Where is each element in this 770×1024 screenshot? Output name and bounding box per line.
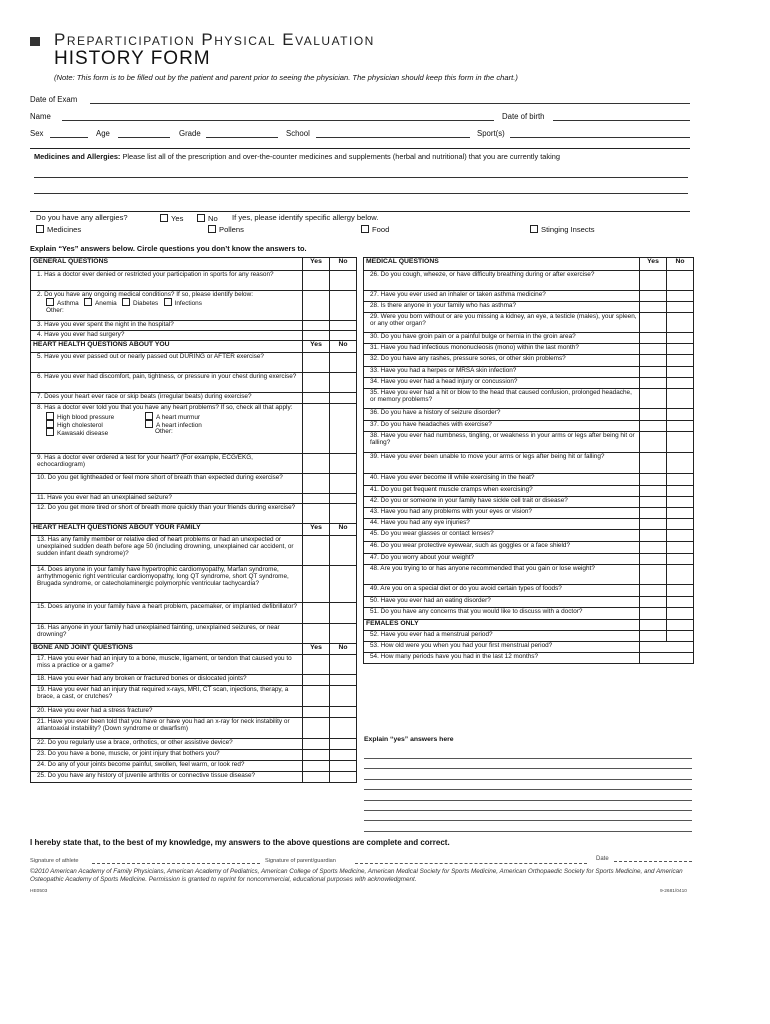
allergy-pollens-option[interactable]: [208, 225, 244, 234]
dob-field[interactable]: [553, 120, 690, 121]
q47-yes-cell[interactable]: [640, 554, 667, 565]
q38-yes-cell[interactable]: [640, 432, 667, 453]
q34-yes-cell[interactable]: [640, 378, 667, 389]
q8-murmur-checkbox[interactable]: [145, 412, 153, 420]
allergy-no-option[interactable]: [197, 214, 218, 223]
q18-no-cell[interactable]: [330, 675, 357, 686]
q8-yes-cell[interactable]: [303, 404, 330, 454]
family-no-header: No: [330, 524, 357, 536]
family-heart-header: HEART HEALTH QUESTIONS ABOUT YOUR FAMILY: [31, 524, 303, 536]
q8-cholesterol-checkbox[interactable]: [46, 420, 54, 428]
q54-answer-cell[interactable]: [640, 653, 694, 664]
q24-no-cell[interactable]: [330, 761, 357, 772]
q41-no-cell[interactable]: [667, 486, 694, 497]
q32-no-cell[interactable]: [667, 355, 694, 367]
question-43: 43. Have you had any problems with your eyes or vision?: [364, 508, 640, 519]
q51-no-cell[interactable]: [667, 608, 694, 620]
females-no-header: [667, 620, 694, 631]
question-30: 30. Do you have groin pain or a painful bulge or hernia in the groin area?: [364, 333, 640, 344]
q45-no-cell[interactable]: [667, 530, 694, 542]
signature-athlete-field[interactable]: [92, 863, 260, 864]
form-note: (Note: This form is to be filled out by the patient and parent prior to seeing the physician. The physician should keep this form in the chart.): [54, 73, 518, 82]
q3-yes-cell[interactable]: [303, 321, 330, 331]
question-28: 28. Is there anyone in your family who has asthma?: [364, 302, 640, 313]
allergy-stinging-checkbox[interactable]: [530, 225, 538, 233]
q46-yes-cell[interactable]: [640, 542, 667, 554]
q15-no-cell[interactable]: [330, 603, 357, 624]
q2-yes-cell[interactable]: [303, 291, 330, 321]
q8-other-label: Other:: [155, 428, 173, 436]
signature-parent-field[interactable]: [355, 863, 587, 864]
allergy-medicines-label: Medicines: [47, 225, 82, 234]
q39-no-cell[interactable]: [667, 453, 694, 474]
heart-health-header: HEART HEALTH QUESTIONS ABOUT YOU: [31, 341, 303, 353]
question-13: 13. Has any family member or relative died of heart problems or had an unexpected or unexplained sudden death before age 50 (including drowning, unexplained car accident, or sudden infant death syndrome)?: [31, 536, 303, 566]
medical-no-header: No: [667, 258, 694, 271]
q20-no-cell[interactable]: [330, 707, 357, 718]
q7-yes-cell[interactable]: [303, 393, 330, 404]
q33-no-cell[interactable]: [667, 367, 694, 378]
question-40: 40. Have you ever become ill while exercising in the heat?: [364, 474, 640, 486]
q29-no-cell[interactable]: [667, 313, 694, 333]
question-22: 22. Do you regularly use a brace, orthotics, or other assistive device?: [31, 739, 303, 750]
q30-yes-cell[interactable]: [640, 333, 667, 344]
general-questions-header: GENERAL QUESTIONS: [31, 258, 303, 271]
q43-yes-cell[interactable]: [640, 508, 667, 519]
question-15: 15. Does anyone in your family have a heart problem, pacemaker, or implanted defibrillator?: [31, 603, 303, 624]
q4-yes-cell[interactable]: [303, 331, 330, 341]
q2-asthma-checkbox[interactable]: [46, 298, 54, 306]
medicines-line-2[interactable]: [34, 193, 688, 194]
q8-kawasaki-checkbox[interactable]: [46, 428, 54, 436]
question-47: 47. Do you worry about your weight?: [364, 554, 640, 565]
date-label: Date: [596, 856, 609, 862]
q10-yes-cell[interactable]: [303, 474, 330, 494]
q52-yes-cell[interactable]: [640, 631, 667, 642]
q31-yes-cell[interactable]: [640, 344, 667, 355]
question-2-cell: [31, 291, 303, 321]
q16-yes-cell[interactable]: [303, 624, 330, 644]
q14-no-cell[interactable]: [330, 566, 357, 603]
grade-field[interactable]: [206, 137, 278, 138]
q6-no-cell[interactable]: [330, 373, 357, 393]
question-5: 5. Have you ever passed out or nearly passed out DURING or AFTER exercise?: [31, 353, 303, 373]
q2-anemia-label: Anemia: [95, 300, 117, 308]
signature-parent-label: Signature of parent/guardian: [265, 858, 336, 864]
date-field[interactable]: [614, 861, 692, 862]
q26-yes-cell[interactable]: [640, 271, 667, 291]
question-24: 24. Do any of your joints become painful, swollen, feel warm, or look red?: [31, 761, 303, 772]
q49-yes-cell[interactable]: [640, 585, 667, 597]
q5-no-cell[interactable]: [330, 353, 357, 373]
question-38: 38. Have you ever had numbness, tingling, or weakness in your arms or legs after being hit or falling?: [364, 432, 640, 453]
question-7: 7. Does your heart ever race or skip beats (irregular beats) during exercise?: [31, 393, 303, 404]
question-27: 27. Have you ever used an inhaler or taken asthma medicine?: [364, 291, 640, 302]
question-44: 44. Have you had any eye injuries?: [364, 519, 640, 530]
certification-statement: I hereby state that, to the best of my knowledge, my answers to the above questions are complete and correct.: [30, 838, 450, 847]
q27-no-cell[interactable]: [667, 291, 694, 302]
q46-no-cell[interactable]: [667, 542, 694, 554]
question-52: 52. Have you ever had a menstrual period?: [364, 631, 640, 642]
allergy-food-option[interactable]: [361, 225, 389, 234]
q12-yes-cell[interactable]: [303, 504, 330, 524]
q2-infections-label: Infections: [174, 300, 202, 308]
q41-yes-cell[interactable]: [640, 486, 667, 497]
allergy-pollens-checkbox[interactable]: [208, 225, 216, 233]
q23-yes-cell[interactable]: [303, 750, 330, 761]
q19-no-cell[interactable]: [330, 686, 357, 707]
question-8-cell: [31, 404, 303, 454]
question-49: 49. Are you on a special diet or do you avoid certain types of foods?: [364, 585, 640, 597]
explain-answer-line[interactable]: [364, 768, 692, 769]
question-35: 35. Have you ever had a hit or blow to the head that caused confusion, prolonged headache, or memory problems?: [364, 389, 640, 409]
question-37: 37. Do you have headaches with exercise?: [364, 421, 640, 432]
q13-yes-cell[interactable]: [303, 536, 330, 566]
family-yes-header: Yes: [303, 524, 330, 536]
q22-no-cell[interactable]: [330, 739, 357, 750]
allergy-medicines-option[interactable]: [36, 225, 81, 234]
q9-no-cell[interactable]: [330, 454, 357, 474]
question-39: 39. Have you ever been unable to move your arms or legs after being hit or falling?: [364, 453, 640, 474]
q2-options: [37, 298, 300, 307]
allergy-no-checkbox[interactable]: [197, 214, 205, 222]
q11-no-cell[interactable]: [330, 494, 357, 504]
q51-yes-cell[interactable]: [640, 608, 667, 620]
copyright-notice: ©2010 American Academy of Family Physicians, American Academy of Pediatrics, American College of Sports Medicine, American Medical Society for Sports Medicine, American Orthopaedic Society for Sports Medicine, and American Osteopathic Academy of Sports Medicine. Permission is granted to reprint for noncommercial, educational purposes with acknowledgment.: [30, 868, 683, 884]
q18-yes-cell[interactable]: [303, 675, 330, 686]
question-25: 25. Do you have any history of juvenile arthritis or connective tissue disease?: [31, 772, 303, 783]
allergy-no-label: No: [208, 214, 218, 223]
question-42: 42. Do you or someone in your family have sickle cell trait or disease?: [364, 497, 640, 508]
q4-no-cell[interactable]: [330, 331, 357, 341]
signature-athlete-label: Signature of athlete: [30, 858, 79, 864]
q8-hbp-checkbox[interactable]: [46, 412, 54, 420]
q8-murmur-label: A heart murmur: [156, 414, 201, 422]
question-21: 21. Have you ever been told that you have or have you had an x-ray for neck instability or atlantoaxial instability? (Down syndrome or dwarfism): [31, 718, 303, 739]
q40-yes-cell[interactable]: [640, 474, 667, 486]
question-20: 20. Have you ever had a stress fracture?: [31, 707, 303, 718]
question-2: 2. Do you have any ongoing medical conditions? If so, please identify below:: [37, 291, 253, 298]
females-yes-header: [640, 620, 667, 631]
question-18: 18. Have you ever had any broken or fractured bones or dislocated joints?: [31, 675, 303, 686]
explain-answer-line[interactable]: [364, 810, 692, 811]
q8-kawasaki-label: Kawasaki disease: [57, 430, 109, 438]
females-only-header: FEMALES ONLY: [364, 620, 640, 631]
q11-yes-cell[interactable]: [303, 494, 330, 504]
sex-label: Sex: [30, 129, 44, 138]
allergy-yes-label: Yes: [171, 214, 184, 223]
q32-yes-cell[interactable]: [640, 355, 667, 367]
q48-yes-cell[interactable]: [640, 565, 667, 585]
q38-no-cell[interactable]: [667, 432, 694, 453]
question-1: 1. Has a doctor ever denied or restricted your participation in sports for any reason?: [31, 271, 303, 291]
question-45: 45. Do you wear glasses or contact lenses?: [364, 530, 640, 542]
allergy-pollens-label: Pollens: [219, 225, 244, 234]
q22-yes-cell[interactable]: [303, 739, 330, 750]
question-50: 50. Have you ever had an eating disorder?: [364, 597, 640, 608]
allergies-question: Do you have any allergies?: [36, 213, 128, 222]
sports-field[interactable]: [510, 137, 690, 138]
q34-no-cell[interactable]: [667, 378, 694, 389]
question-10: 10. Do you get lightheaded or feel more short of breath than expected during exercise?: [31, 474, 303, 494]
q17-yes-cell[interactable]: [303, 655, 330, 675]
header-logo-mark: [30, 37, 40, 46]
form-subtitle: HISTORY FORM: [54, 48, 211, 69]
q17-no-cell[interactable]: [330, 655, 357, 675]
allergy-stinging-option[interactable]: [530, 225, 595, 234]
explain-answer-line[interactable]: [364, 820, 692, 821]
form-code-left: HE0503: [30, 889, 48, 894]
medicines-line-1[interactable]: [34, 177, 688, 178]
q44-yes-cell[interactable]: [640, 519, 667, 530]
q8-kawasaki-option[interactable]: [46, 428, 108, 437]
q8-hbp-label: High blood pressure: [57, 414, 115, 422]
q36-yes-cell[interactable]: [640, 409, 667, 421]
age-field[interactable]: [118, 137, 170, 138]
q40-no-cell[interactable]: [667, 474, 694, 486]
medicines-prompt: Please list all of the prescription and over-the-counter medicines and supplements (herbal and nutritional) that you are currently taking: [122, 152, 560, 161]
q52-no-cell[interactable]: [667, 631, 694, 642]
question-29: 29. Were you born without or are you missing a kidney, an eye, a testicle (males), your spleen, or any other organ?: [364, 313, 640, 333]
heart-no-header: No: [330, 341, 357, 353]
explain-answer-line[interactable]: [364, 800, 692, 801]
q45-yes-cell[interactable]: [640, 530, 667, 542]
q53-answer-cell[interactable]: [640, 642, 694, 653]
question-51: 51. Do you have any concerns that you would like to discuss with a doctor?: [364, 608, 640, 620]
q25-no-cell[interactable]: [330, 772, 357, 783]
q8-options: [37, 411, 300, 437]
question-54: 54. How many periods have you had in the last 12 months?: [364, 653, 640, 664]
date-of-exam-field[interactable]: [90, 103, 690, 104]
question-3: 3. Have you ever spent the night in the hospital?: [31, 321, 303, 331]
grade-label: Grade: [179, 129, 201, 138]
allergy-yes-option[interactable]: [160, 214, 183, 223]
q6-yes-cell[interactable]: [303, 373, 330, 393]
question-46: 46. Do you wear protective eyewear, such as goggles or a face shield?: [364, 542, 640, 554]
heart-yes-header: Yes: [303, 341, 330, 353]
q36-no-cell[interactable]: [667, 409, 694, 421]
question-8: 8. Has a doctor ever told you that you have any heart problems? If so, check all that apply:: [37, 404, 293, 411]
q1-no-cell[interactable]: [330, 271, 357, 291]
q15-yes-cell[interactable]: [303, 603, 330, 624]
q44-no-cell[interactable]: [667, 519, 694, 530]
question-33: 33. Have you had a herpes or MRSA skin infection?: [364, 367, 640, 378]
q23-no-cell[interactable]: [330, 750, 357, 761]
q28-yes-cell[interactable]: [640, 302, 667, 313]
question-11: 11. Have you ever had an unexplained seizure?: [31, 494, 303, 504]
q33-yes-cell[interactable]: [640, 367, 667, 378]
q49-no-cell[interactable]: [667, 585, 694, 597]
q20-yes-cell[interactable]: [303, 707, 330, 718]
school-field[interactable]: [316, 137, 470, 138]
q10-no-cell[interactable]: [330, 474, 357, 494]
q8-cholesterol-label: High cholesterol: [57, 422, 103, 430]
q24-yes-cell[interactable]: [303, 761, 330, 772]
q25-yes-cell[interactable]: [303, 772, 330, 783]
question-14: 14. Does anyone in your family have hypertrophic cardiomyopathy, Marfan syndrome, arrhythmogenic right ventricular cardiomyopathy, long QT syndrome, short QT syndrome, Brugada syndrome, or catecholaminergic polymorphic ventricular tachycardia?: [31, 566, 303, 603]
question-4: 4. Have you ever had surgery?: [31, 331, 303, 341]
q31-no-cell[interactable]: [667, 344, 694, 355]
q2-diabetes-label: Diabetes: [133, 300, 159, 308]
question-17: 17. Have you ever had an injury to a bone, muscle, ligament, or tendon that caused you to miss a practice or a game?: [31, 655, 303, 675]
date-of-exam-label: Date of Exam: [30, 95, 78, 104]
q2-other-label: Other:: [46, 307, 64, 315]
question-12: 12. Do you get more tired or short of breath more quickly than your friends during exercise?: [31, 504, 303, 524]
allergy-food-label: Food: [372, 225, 390, 234]
medical-yes-header: Yes: [640, 258, 667, 271]
q2-asthma-label: Asthma: [57, 300, 79, 308]
form-title: Preparticipation Physical Evaluation: [54, 30, 375, 49]
right-question-table: [363, 257, 694, 664]
question-36: 36. Do you have a history of seizure disorder?: [364, 409, 640, 421]
allergy-food-checkbox[interactable]: [361, 225, 369, 233]
q21-no-cell[interactable]: [330, 718, 357, 739]
bone-yes-header: Yes: [303, 644, 330, 655]
medical-questions-header: MEDICAL QUESTIONS: [364, 258, 640, 271]
q47-no-cell[interactable]: [667, 554, 694, 565]
q37-no-cell[interactable]: [667, 421, 694, 432]
q1-yes-cell[interactable]: [303, 271, 330, 291]
q21-yes-cell[interactable]: [303, 718, 330, 739]
q8-infection-label: A heart infection: [156, 422, 202, 430]
q2-infections-checkbox[interactable]: [164, 298, 172, 306]
q9-yes-cell[interactable]: [303, 454, 330, 474]
name-label: Name: [30, 112, 51, 121]
name-field[interactable]: [62, 120, 494, 121]
q50-yes-cell[interactable]: [640, 597, 667, 608]
q14-yes-cell[interactable]: [303, 566, 330, 603]
question-19: 19. Have you ever had an injury that required x-rays, MRI, CT scan, injections, therapy, a brace, a cast, or crutches?: [31, 686, 303, 707]
q50-no-cell[interactable]: [667, 597, 694, 608]
medicines-section: [30, 148, 690, 212]
question-53: 53. How old were you when you had your first menstrual period?: [364, 642, 640, 653]
q35-no-cell[interactable]: [667, 389, 694, 409]
explain-answer-line[interactable]: [364, 779, 692, 780]
q8-no-cell[interactable]: [330, 404, 357, 454]
q16-no-cell[interactable]: [330, 624, 357, 644]
question-48: 48. Are you trying to or has anyone recommended that you gain or lose weight?: [364, 565, 640, 585]
q2-anemia-checkbox[interactable]: [84, 298, 92, 306]
q35-yes-cell[interactable]: [640, 389, 667, 409]
question-34: 34. Have you ever had a head injury or concussion?: [364, 378, 640, 389]
explain-instruction: Explain “Yes” answers below. Circle questions you don’t know the answers to.: [30, 244, 307, 253]
q19-yes-cell[interactable]: [303, 686, 330, 707]
question-23: 23. Do you have a bone, muscle, or joint injury that bothers you?: [31, 750, 303, 761]
q37-yes-cell[interactable]: [640, 421, 667, 432]
question-6: 6. Have you ever had discomfort, pain, tightness, or pressure in your chest during exercise?: [31, 373, 303, 393]
dob-label: Date of birth: [502, 112, 545, 121]
age-label: Age: [96, 129, 110, 138]
sex-field[interactable]: [50, 137, 88, 138]
q12-no-cell[interactable]: [330, 504, 357, 524]
q13-no-cell[interactable]: [330, 536, 357, 566]
q3-no-cell[interactable]: [330, 321, 357, 331]
q42-yes-cell[interactable]: [640, 497, 667, 508]
sports-label: Sport(s): [477, 129, 505, 138]
q7-no-cell[interactable]: [330, 393, 357, 404]
explain-answer-line[interactable]: [364, 831, 692, 832]
q8-infection-checkbox[interactable]: [145, 420, 153, 428]
explain-answer-line[interactable]: [364, 789, 692, 790]
medicines-label: Medicines and Allergies:: [34, 152, 121, 161]
q8-infection-option[interactable]: [145, 420, 202, 429]
q27-yes-cell[interactable]: [640, 291, 667, 302]
q28-no-cell[interactable]: [667, 302, 694, 313]
explain-yes-label: Explain “yes” answers here: [364, 736, 454, 743]
q39-yes-cell[interactable]: [640, 453, 667, 474]
allergies-row: [36, 214, 128, 222]
q43-no-cell[interactable]: [667, 508, 694, 519]
left-question-table: [30, 257, 357, 783]
explain-answer-line[interactable]: [364, 758, 692, 759]
q30-no-cell[interactable]: [667, 333, 694, 344]
school-label: School: [286, 129, 310, 138]
q29-yes-cell[interactable]: [640, 313, 667, 333]
allergy-instruction: If yes, please identify specific allergy below.: [232, 213, 379, 222]
allergy-stinging-label: Stinging Insects: [541, 225, 595, 234]
bone-joint-header: BONE AND JOINT QUESTIONS: [31, 644, 303, 655]
bone-no-header: No: [330, 644, 357, 655]
q5-yes-cell[interactable]: [303, 353, 330, 373]
q48-no-cell[interactable]: [667, 565, 694, 585]
question-41: 41. Do you get frequent muscle cramps when exercising?: [364, 486, 640, 497]
q26-no-cell[interactable]: [667, 271, 694, 291]
question-16: 16. Has anyone in your family had unexplained fainting, unexplained seizures, or near drowning?: [31, 624, 303, 644]
allergy-yes-checkbox[interactable]: [160, 214, 168, 222]
question-26: 26. Do you cough, wheeze, or have difficulty breathing during or after exercise?: [364, 271, 640, 291]
no-column-header: No: [330, 258, 357, 271]
question-32: 32. Do you have any rashes, pressure sores, or other skin problems?: [364, 355, 640, 367]
question-9: 9. Has a doctor ever ordered a test for your heart? (For example, ECG/EKG, echocardiogram): [31, 454, 303, 474]
allergy-medicines-checkbox[interactable]: [36, 225, 44, 233]
yes-column-header: Yes: [303, 258, 330, 271]
form-code-right: 9-2681/0410: [660, 889, 687, 894]
q2-diabetes-checkbox[interactable]: [122, 298, 130, 306]
q2-no-cell[interactable]: [330, 291, 357, 321]
q42-no-cell[interactable]: [667, 497, 694, 508]
question-31: 31. Have you had infectious mononucleosis (mono) within the last month?: [364, 344, 640, 355]
